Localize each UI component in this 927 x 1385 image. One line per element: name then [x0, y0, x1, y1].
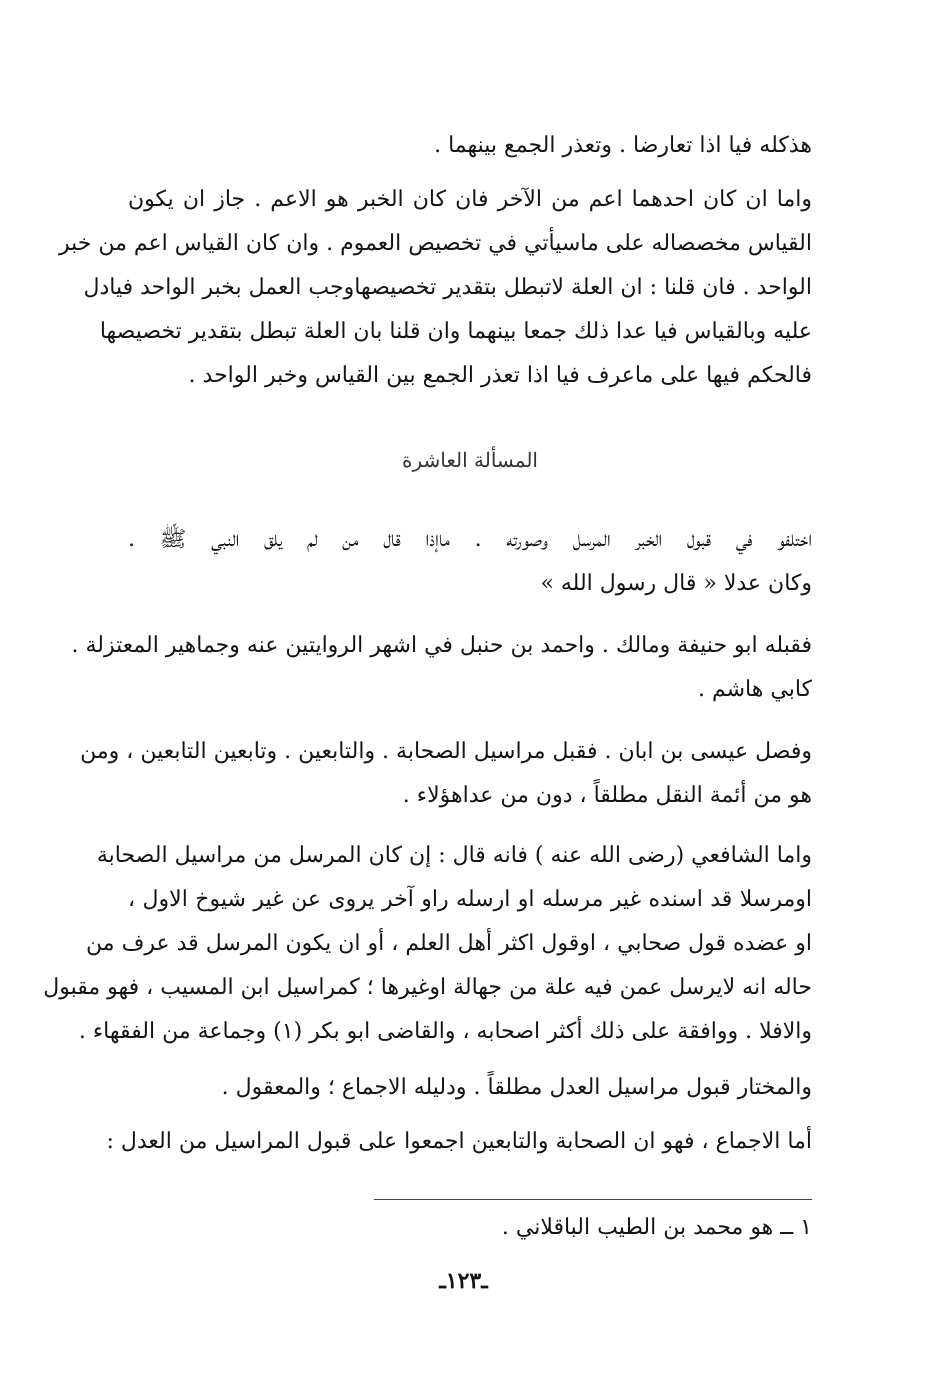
text-line: عليه وبالقياس فيا عدا ذلك جمعا بينهما وان قلنا بان العلة تبطل بتقدير تخصيصها — [99, 319, 812, 344]
footnote-divider — [374, 1199, 812, 1200]
text-line: الواحد . فان قلنا : ان العلة لاتبطل بتقدير تخصيصهاوجب العمل بخبر الواحد فيادل — [83, 275, 812, 300]
text-line: هذكله فيا اذا تعارضا . وتعذر الجمع بينهما . — [434, 133, 812, 158]
text-line: حاله انه لايرسل عمن فيه علة من جهالة اوغيرها ؛ كمراسيل ابن المسيب ، فهو مقبول — [43, 975, 812, 1000]
text-line: واما ان كان احدهما اعم من الآخر فان كان الخبر هو الاعم . جاز ان يكون — [128, 187, 812, 212]
text-line: اومرسلا قد اسنده غير مرسله او ارسله راو آخر يروى عن غير شيوخ الاول ، — [128, 887, 812, 912]
text-line: وكان عدلا « قال رسول الله » — [540, 571, 812, 596]
text-line: والمختار قبول مراسيل العدل مطلقاً . ودليله الاجماع ؛ والمعقول . — [221, 1075, 812, 1100]
text-line: فقبله ابو حنيفة ومالك . واحمد بن حنبل في اشهر الروايتين عنه وجماهير المعتزلة . — [71, 633, 812, 658]
section-heading: المسألة العاشرة — [402, 448, 538, 472]
text-line: كابي هاشم . — [698, 677, 812, 702]
text-line: هو من أئمة النقل مطلقاً ، دون من عداهؤلاء . — [402, 783, 812, 808]
text-line: القياس مخصصاله على ماسيأتي في تخصيص العموم . وان كان القياس اعم من خبر — [59, 231, 812, 256]
text-line: او عضده قول صحابي ، اوقول اكثر أهل العلم ، أو ان يكون المرسل قد عرف من — [86, 931, 812, 956]
text-line: وفصل عيسى بن ابان . فقبل مراسيل الصحابة . والتابعين . وتابعين التابعين ، ومن — [80, 739, 812, 764]
page-number: ـ١٢٣ـ — [439, 1268, 488, 1294]
text-line: أما الاجماع ، فهو ان الصحابة والتابعين اجمعوا على قبول المراسيل من العدل : — [106, 1129, 812, 1154]
footnote: ١ ــ هو محمد بن الطيب الباقلاني . — [501, 1215, 812, 1240]
text-line: اختلفو في قبول الخبر المرسل وصورته . ماإذا قال من لم يلق النبي ﷺ . — [128, 527, 812, 552]
text-line: واما الشافعي (رضى الله عنه ) فانه قال : إن كان المرسل من مراسيل الصحابة — [96, 843, 812, 868]
text-line: فالحكم فيها على ماعرف فيا اذا تعذر الجمع بين القياس وخبر الواحد . — [188, 363, 812, 388]
text-line: والافلا . ووافقة على ذلك أكثر اصحابه ، والقاضى ابو بكر (١) وجماعة من الفقهاء . — [78, 1019, 812, 1044]
